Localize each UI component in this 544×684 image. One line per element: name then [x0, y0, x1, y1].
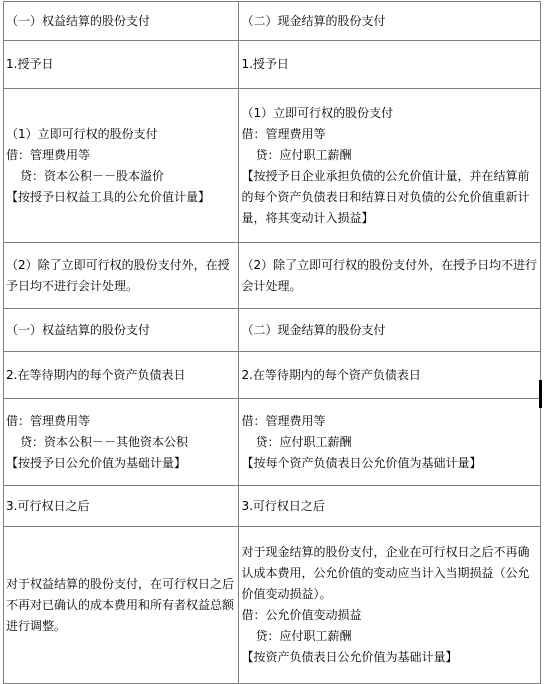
cell-text: 借：管理费用等: [241, 413, 326, 428]
table-row: [4, 2, 541, 41]
table-row: [4, 309, 541, 352]
cell-text: （2）除了立即可行权的股份支付外，在授予日均不进行会计处理。: [241, 257, 538, 293]
table-cell: [239, 527, 541, 684]
cell-text: （一）权益结算的股份支付: [6, 322, 151, 337]
cell-text: 1.授予日: [6, 57, 54, 71]
table-row: [4, 352, 541, 399]
table-cell: [4, 352, 239, 399]
table-row: [4, 399, 541, 486]
cell-text: 贷：应付职工薪酬: [255, 629, 352, 643]
table-cell: [4, 41, 239, 89]
cell-text: （1）立即可行权的股份支付: [6, 126, 158, 141]
cell-text: 【按资产负债表日公允价值为基础计量】: [241, 650, 458, 664]
cell-text: 2.在等待期内的每个资产负债表日: [241, 367, 421, 382]
cell-text: （二）现金结算的股份支付: [241, 322, 386, 337]
cell-text: 借：管理费用等: [6, 147, 91, 162]
table-cell: [239, 89, 541, 243]
table-row: [4, 89, 541, 243]
cell-text: 对于权益结算的股份支付，在可行权日之后不再对已确认的成本费用和所有者权益总额进行调整。: [6, 576, 235, 633]
cell-text: 【按授予日企业承担负债的公允价值计量，并在结算前的每个资产负债表日和结算日对负债的公允价值重新计量，将其变动计入损益】: [241, 168, 530, 225]
cell-text: 【按每个资产负债表日公允价值为基础计量】: [241, 455, 482, 470]
cell-text: （二）现金结算的股份支付: [241, 13, 386, 28]
table-cell: [4, 243, 239, 309]
cell-text: 贷：应付职工薪酬: [255, 147, 352, 162]
cell-text: 贷：应付职工薪酬: [255, 434, 352, 449]
table-cell: [4, 309, 239, 352]
cell-text: 对于现金结算的股份支付，企业在可行权日之后不再确认成本费用，公允价值的变动应当计入当期损益（公允价值变动损益）。: [241, 545, 530, 601]
table-cell: [239, 41, 541, 89]
table-cell: [239, 486, 541, 527]
table-cell: [4, 2, 239, 41]
cell-text: （2）除了立即可行权的股份支付外，在授予日均不进行会计处理。: [6, 257, 230, 293]
cell-text: 贷：资本公积－－股本溢价: [20, 168, 165, 183]
scroll-marker: [539, 380, 542, 408]
table-cell: [239, 243, 541, 309]
cell-text: 【按授予日权益工具的公允价值计量】: [6, 189, 211, 204]
table-cell: [4, 399, 239, 486]
cell-text: （一）权益结算的股份支付: [6, 13, 151, 28]
table-cell: [4, 527, 239, 684]
cell-text: 3.可行权日之后: [241, 498, 325, 513]
table-cell: [239, 309, 541, 352]
table-cell: [239, 399, 541, 486]
cell-text: （1）立即可行权的股份支付: [241, 105, 394, 120]
table-cell: [239, 352, 541, 399]
table-row: [4, 243, 541, 309]
cell-text: 3.可行权日之后: [6, 498, 90, 513]
table-cell: [4, 89, 239, 243]
accounting-comparison-table: [3, 1, 541, 684]
cell-text: 贷：资本公积－－其他资本公积: [20, 434, 189, 449]
cell-text: 借：管理费用等: [6, 413, 91, 428]
table-row: [4, 41, 541, 89]
cell-text: 借：管理费用等: [241, 126, 326, 141]
table-row: [4, 527, 541, 684]
cell-text: 借：公允价值变动损益: [241, 608, 362, 622]
cell-text: 【按授予日公允价值为基础计量】: [6, 455, 187, 470]
cell-text: 1.授予日: [241, 57, 289, 71]
table-cell: [239, 2, 541, 41]
table-row: [4, 486, 541, 527]
cell-text: 2.在等待期内的每个资产负债表日: [6, 367, 186, 382]
table-cell: [4, 486, 239, 527]
